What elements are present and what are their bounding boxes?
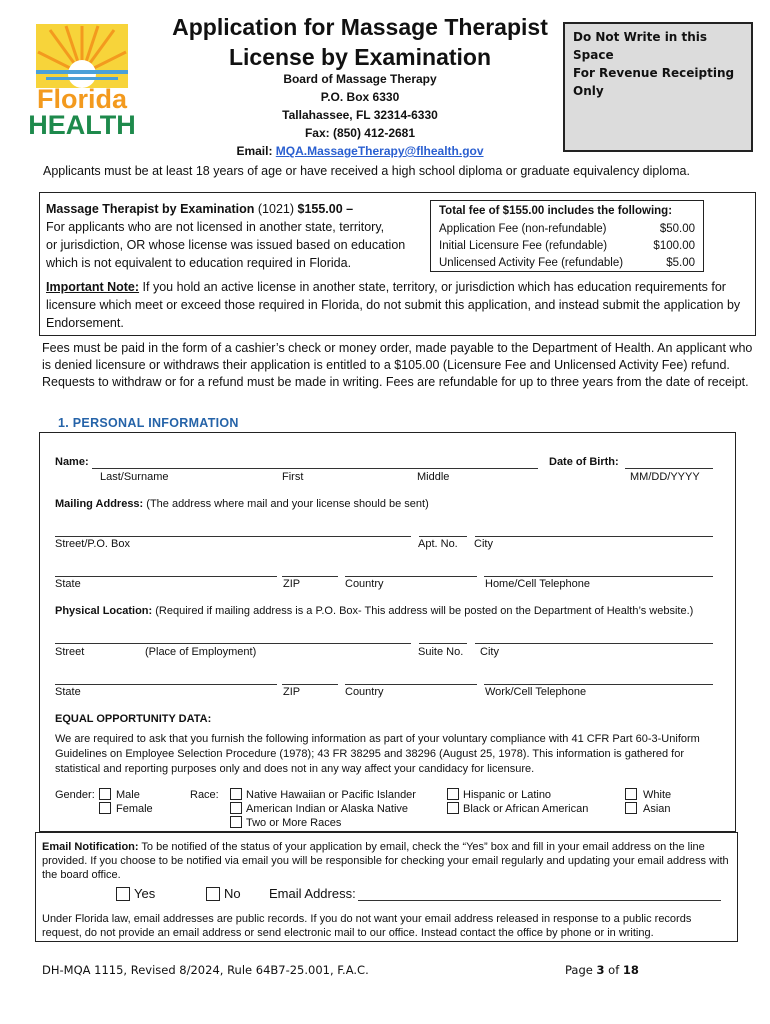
race-two-or-more-checkbox[interactable] xyxy=(230,816,242,828)
phys-street-line[interactable] xyxy=(55,643,411,644)
office-use-box: Do Not Write in this Space For Revenue Receipting Only xyxy=(563,22,753,152)
race-pacific-checkbox[interactable] xyxy=(230,788,242,800)
email-notification-text: Email Notification: To be notified of the status of your application by email, check the “Yes” box and fill in your email address on the line provided. If you choose to be notified via email you will be responsible for checking your email regularly and updating your email address with the board office. xyxy=(42,841,729,881)
phys-city-line[interactable] xyxy=(475,643,713,644)
fee-row: Application Fee (non-refundable) $50.00 xyxy=(439,223,695,235)
mail-phone-line[interactable] xyxy=(484,576,713,577)
gender-female-checkbox[interactable] xyxy=(99,802,111,814)
email-no-checkbox[interactable] xyxy=(206,887,220,901)
mailing-label: Mailing Address: (The address where mail and your license should be sent) xyxy=(55,498,429,510)
race-native-checkbox[interactable] xyxy=(230,802,242,814)
email-address-line[interactable] xyxy=(358,900,721,901)
board-address: Board of Massage Therapy P.O. Box 6330 Tallahassee, FL 32314-6330 Fax: (850) 412-2681 Email: MQA.MassageTherapy@flhealth.gov xyxy=(236,72,484,158)
phys-state-line[interactable] xyxy=(55,684,277,685)
logo-line1: Florida xyxy=(36,84,128,114)
important-note: Important Note: If you hold an active license in another state, territory, or jurisdiction which has education requirements for licensure which meet or exceed those required in Florida, do not submit this application, and instead submit the application by Endorsement. xyxy=(46,280,741,330)
mail-country-line[interactable] xyxy=(345,576,477,577)
board-email-link[interactable]: MQA.MassageTherapy@flhealth.gov xyxy=(275,144,484,158)
page-number: Page 3 of 18 xyxy=(565,963,639,977)
form-id: DH-MQA 1115, Revised 8/2024, Rule 64B7-25.001, F.A.C. xyxy=(42,963,369,977)
gender-male-checkbox[interactable] xyxy=(99,788,111,800)
mail-zip-line[interactable] xyxy=(282,576,338,577)
mail-city-line[interactable] xyxy=(475,536,713,537)
phys-zip-line[interactable] xyxy=(282,684,338,685)
logo-line2: HEALTH xyxy=(30,110,134,140)
dob-label: Date of Birth: xyxy=(549,456,619,468)
florida-health-logo xyxy=(30,22,134,142)
fees-paragraph: Fees must be paid in the form of a cashier’s check or money order, made payable to the Department of Health. An applicant who is denied licensure or withdraws their application is entitled to a $105.00 (Licensure Fee and Unlicensed Activity Fee) refund. Requests to withdraw or for a refund must be made in writing. Fees are refundable for up to three years from the date of receipt. xyxy=(42,341,753,389)
public-records-text: Under Florida law, email addresses are public records. If you do not want your email address released in response to a public records request, do not provide an email address or send electronic mail to our office. Instead contact the office by phone or in writing. xyxy=(42,913,692,939)
sunburst-icon xyxy=(30,22,134,142)
phys-phone-line[interactable] xyxy=(484,684,713,685)
race-asian-checkbox[interactable] xyxy=(625,802,637,814)
race-white-checkbox[interactable] xyxy=(625,788,637,800)
fee-breakdown-box: Total fee of $155.00 includes the following: Application Fee (non-refundable) $50.00 Initial Licensure Fee (refundable) $100.00 Unlicensed Activity Fee (refundable) $5.00 xyxy=(430,200,704,272)
mail-street-line[interactable] xyxy=(55,536,411,537)
mail-apt-line[interactable] xyxy=(419,536,467,537)
race-hispanic-checkbox[interactable] xyxy=(447,788,459,800)
phys-suite-line[interactable] xyxy=(419,643,467,644)
phys-country-line[interactable] xyxy=(345,684,477,685)
physical-label: Physical Location: (Required if mailing address is a P.O. Box- This address will be posted on the Department of Health’s website.) xyxy=(55,605,694,617)
email-yes-checkbox[interactable] xyxy=(116,887,130,901)
exam-description: Massage Therapist by Examination (1021) $155.00 – For applicants who are not licensed in another state, territory, or jurisdiction, OR whose license was issued based on education which is not equivalent to education required in Florida. xyxy=(46,202,406,270)
mail-state-line[interactable] xyxy=(55,576,277,577)
name-input-line[interactable] xyxy=(92,468,538,469)
age-requirement: Applicants must be at least 18 years of age or have received a high school diploma or graduate equivalency diploma. xyxy=(43,164,690,178)
eeo-heading: EQUAL OPPORTUNITY DATA: xyxy=(55,713,212,725)
section-heading-personal: 1. PERSONAL INFORMATION xyxy=(58,416,239,430)
eeo-text: We are required to ask that you furnish the following information as part of your voluntary compliance with 41 CFR Part 60-3-Uniform Guidelines on Employee Selection Procedure (1978); 43 FR 38295 and 38296 (August 25, 1978). This information is gathered for statistical and reporting purposes only and does not in any way affect your candidacy for licensure. xyxy=(55,733,700,775)
fee-row: Initial Licensure Fee (refundable) $100.00 xyxy=(439,240,695,252)
name-label: Name: xyxy=(55,456,89,468)
dob-input-line[interactable] xyxy=(625,468,713,469)
fee-row: Unlicensed Activity Fee (refundable) $5.00 xyxy=(439,257,695,269)
page-title: Application for Massage Therapist License by Examination xyxy=(172,14,548,70)
race-black-checkbox[interactable] xyxy=(447,802,459,814)
email-address-label: Email Address: xyxy=(269,886,356,901)
